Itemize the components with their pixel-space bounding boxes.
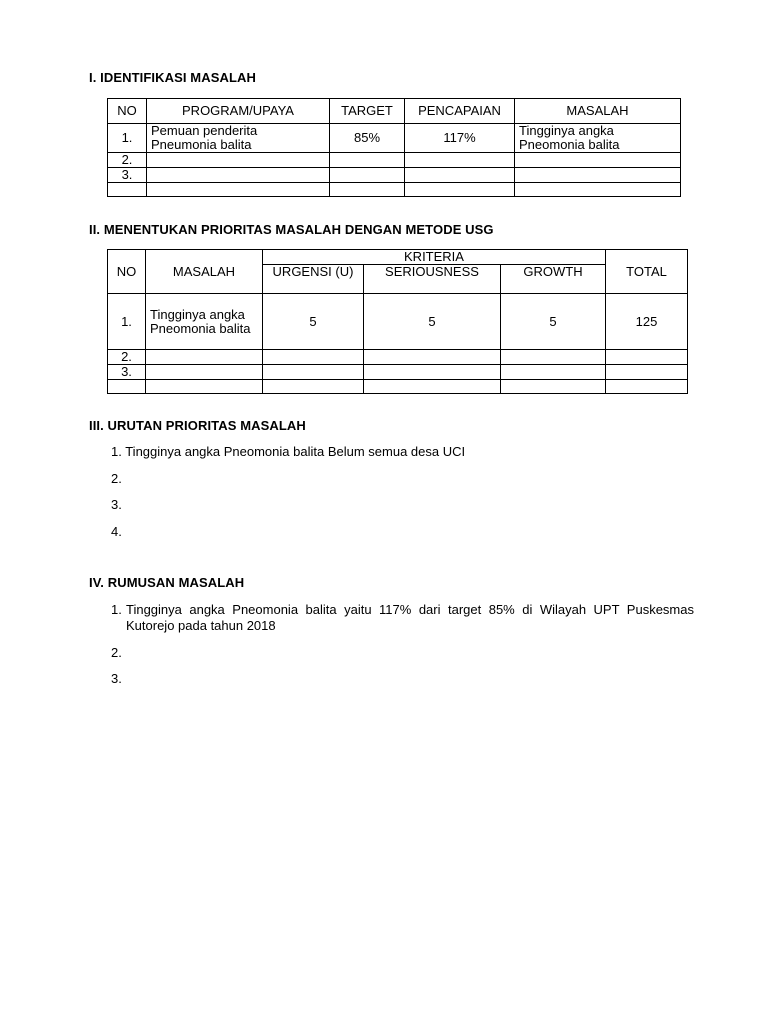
cell-pencapaian: 117% (405, 124, 515, 153)
table-row (108, 294, 688, 350)
section-4-heading: IV. RUMUSAN MASALAH (89, 575, 245, 590)
cell-no: 3. (108, 365, 146, 380)
cell-program: Pemuan penderita Pneumonia balita (147, 124, 330, 153)
col-header-no: NO (108, 250, 146, 294)
cell-growth (501, 365, 606, 380)
cell-pencapaian (405, 183, 515, 197)
section-2-heading: II. MENENTUKAN PRIORITAS MASALAH DENGAN METODE USG (89, 222, 494, 237)
cell-urgensi (263, 365, 364, 380)
table-row (108, 183, 681, 197)
table-row (108, 380, 688, 394)
cell-no: 1. (108, 124, 147, 153)
list-item: 1. Tingginya angka Pneomonia balita Belum semua desa UCI (111, 444, 466, 459)
col-header-total: TOTAL (606, 250, 688, 294)
cell-target: 85% (330, 124, 405, 153)
cell-seriousness (364, 365, 501, 380)
cell-masalah (515, 183, 681, 197)
cell-no: 2. (108, 153, 147, 168)
cell-no: 2. (108, 350, 146, 365)
cell-growth: 5 (501, 294, 606, 350)
list-number: 1. (111, 602, 122, 617)
col-header-no: NO (108, 99, 147, 124)
cell-masalah (515, 168, 681, 183)
list-item: 4. (111, 524, 122, 539)
cell-growth (501, 350, 606, 365)
cell-masalah (146, 350, 263, 365)
col-header-masalah: MASALAH (146, 250, 263, 294)
cell-no: 3. (108, 168, 147, 183)
cell-pencapaian (405, 153, 515, 168)
cell-no (108, 380, 146, 394)
cell-total: 125 (606, 294, 688, 350)
cell-urgensi: 5 (263, 294, 364, 350)
cell-total (606, 365, 688, 380)
cell-total (606, 350, 688, 365)
table-row (108, 365, 688, 380)
section-1-heading: I. IDENTIFIKASI MASALAH (89, 70, 256, 85)
table-row (108, 168, 681, 183)
list-item: 2. (111, 645, 122, 660)
section-3-heading: III. URUTAN PRIORITAS MASALAH (89, 418, 306, 433)
cell-masalah (515, 153, 681, 168)
cell-program (147, 153, 330, 168)
cell-growth (501, 380, 606, 394)
usg-table (107, 249, 688, 394)
col-header-masalah: MASALAH (515, 99, 681, 124)
list-item: 2. (111, 471, 122, 486)
col-header-growth: GROWTH (501, 265, 606, 294)
cell-seriousness (364, 350, 501, 365)
cell-masalah (146, 365, 263, 380)
table-row (108, 124, 681, 153)
cell-urgensi (263, 380, 364, 394)
cell-program (147, 168, 330, 183)
cell-target (330, 153, 405, 168)
cell-target (330, 168, 405, 183)
cell-program (147, 183, 330, 197)
col-header-program: PROGRAM/UPAYA (147, 99, 330, 124)
col-header-urgensi: URGENSI (U) (263, 265, 364, 294)
list-item: 3. (111, 497, 122, 512)
col-header-seriousness: SERIOUSNESS (364, 265, 501, 294)
table-row (108, 153, 681, 168)
cell-pencapaian (405, 168, 515, 183)
col-header-pencapaian: PENCAPAIAN (405, 99, 515, 124)
cell-no (108, 183, 147, 197)
cell-total (606, 380, 688, 394)
cell-seriousness (364, 380, 501, 394)
list-item: 3. (111, 671, 122, 686)
identifikasi-table (107, 98, 681, 197)
col-header-kriteria: KRITERIA (263, 250, 606, 265)
cell-seriousness: 5 (364, 294, 501, 350)
cell-masalah: Tingginya angka Pneomonia balita (515, 124, 681, 153)
cell-target (330, 183, 405, 197)
cell-no: 1. (108, 294, 146, 350)
cell-urgensi (263, 350, 364, 365)
rumusan-text: Tingginya angka Pneomonia balita yaitu 117% dari target 85% di Wilayah UPT Puskesmas Kutorejo pada tahun 2018 (126, 602, 694, 633)
list-item (111, 602, 694, 634)
cell-masalah: Tingginya angka Pneomonia balita (146, 294, 263, 350)
col-header-target: TARGET (330, 99, 405, 124)
cell-masalah (146, 380, 263, 394)
table-row (108, 350, 688, 365)
